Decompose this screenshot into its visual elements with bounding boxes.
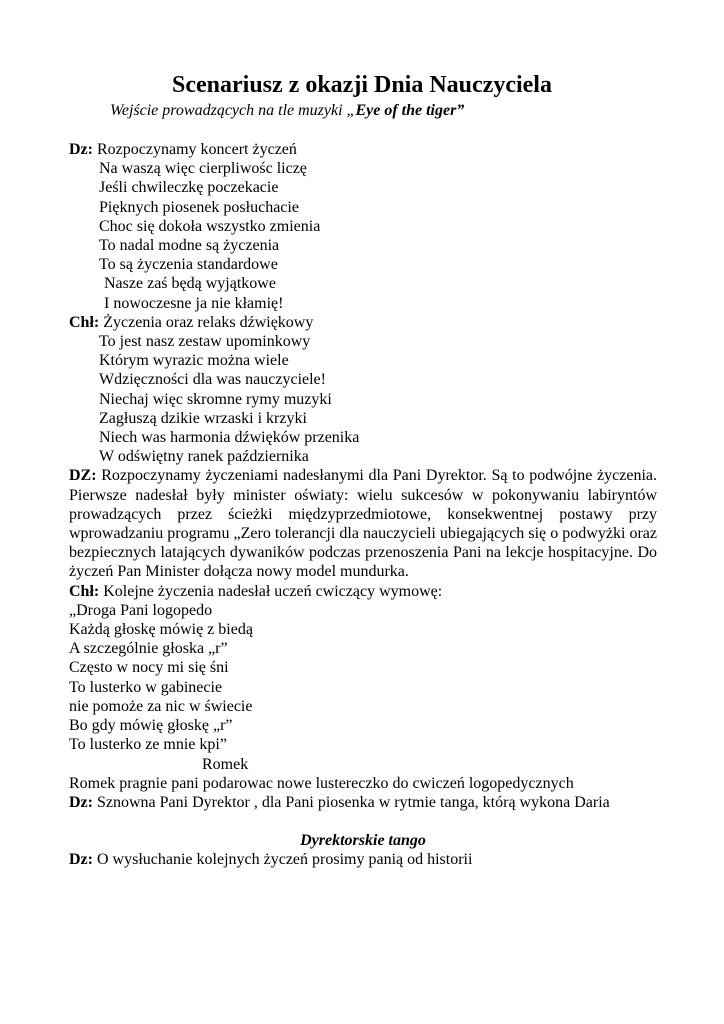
verse-line: I nowoczesne ja nie kłamię! xyxy=(104,294,284,312)
poem-followup: Romek pragnie pani podarowac nowe lustereczko do cwiczeń logopedycznych xyxy=(69,774,574,792)
poem-line: To lusterko ze mnie kpi” xyxy=(69,736,227,754)
spacer xyxy=(69,812,657,831)
block4-first-line xyxy=(69,582,657,601)
verse-line: Nasze zaś będą wyjątkowe xyxy=(104,275,276,293)
verse-line: Którym wyrazic można wiele xyxy=(99,352,289,370)
speaker-label: Dz: xyxy=(69,141,93,158)
speaker-label: Dz: xyxy=(69,851,93,869)
poem-line: Bo gdy mówię głoskę „r” xyxy=(69,717,233,735)
poem-line: Każdą głoskę mówię z biedą xyxy=(69,621,253,639)
script-body xyxy=(69,140,657,870)
paragraph-text: Rozpoczynamy życzeniami nadesłanymi dla Pani Dyrektor. Są to podwójne życzenia. Pierwsze nadesłał były minister oświaty: wielu sukcesów w pokonywaniu labiryntów prowadzących przez ścieżki międzyprzedmiotowe, konsekwentnej postawy przy wprowadzaniu programu „Zero tolerancji dla nauczycieli ubiegających się o podwyżki oraz bezpiecznych latających dywaników podczas przenoszenia Pani na lekcje hospitacyjne. Do życzeń Pan Minister dołącza nowy model mundurka. xyxy=(69,467,657,581)
speaker-label: Chł: xyxy=(69,582,100,600)
speaker-label: DZ: xyxy=(69,467,97,485)
song-title: Dyrektorskie tango xyxy=(300,832,426,850)
subtitle-prefix: Wejście prowadzących na tle muzyki „ xyxy=(110,102,356,119)
block6-line xyxy=(69,850,657,869)
verse-line: Na waszą więc cierpliwośc liczę xyxy=(99,160,307,178)
poem-line: Często w nocy mi się śni xyxy=(69,659,229,677)
speaker-label: Dz: xyxy=(69,793,93,811)
verse-line: Zagłuszą dzikie wrzaski i krzyki xyxy=(99,409,307,427)
line-text: Rozpoczynamy koncert życzeń xyxy=(92,141,297,158)
line-text: Sznowna Pani Dyrektor , dla Pani piosenka w rytmie tanga, którą wykona Daria xyxy=(92,793,610,811)
verse-line: To są życzenia standardowe xyxy=(99,256,278,274)
poem-line: „Droga Pani logopedo xyxy=(69,601,213,619)
block1-first-line xyxy=(69,140,657,159)
poem-line: nie pomoże za nic w świecie xyxy=(69,697,253,715)
block3-paragraph xyxy=(69,466,657,581)
line-text: O wysłuchanie kolejnych życzeń prosimy panią od historii xyxy=(92,851,473,869)
verse-line: Choc się dokoła wszystko zmienia xyxy=(99,217,321,235)
speaker-label: Chł: xyxy=(69,313,100,331)
line-text: Życzenia oraz relaks dźwiękowy xyxy=(99,313,314,331)
poem-signature: Romek xyxy=(202,755,249,773)
line-text: Kolejne życzenia nadesłał uczeń cwiczący wymowę: xyxy=(99,582,443,600)
verse-line: Jeśli chwileczkę poczekacie xyxy=(99,179,279,197)
block5-line xyxy=(69,793,657,812)
verse-line: To nadal modne są życzenia xyxy=(99,237,280,255)
verse-line: Niechaj więc skromne rymy muzyki xyxy=(99,390,332,408)
page-title: Scenariusz z okazji Dnia Nauczyciela xyxy=(172,72,552,98)
poem-line: To lusterko w gabinecie xyxy=(69,678,223,696)
subtitle xyxy=(110,101,464,121)
block2-first-line xyxy=(69,313,657,332)
verse-line: W odświętny ranek października xyxy=(99,448,309,466)
verse-line: Wdzięczności dla was nauczyciele! xyxy=(99,371,326,389)
verse-line: To jest nasz zestaw upominkowy xyxy=(99,333,311,351)
subtitle-song: Eye of the tiger” xyxy=(355,102,465,119)
verse-line: Pięknych piosenek posłuchacie xyxy=(99,198,299,216)
poem-line: A szczególnie głoska „r” xyxy=(69,640,228,658)
verse-line: Niech was harmonia dźwięków przenika xyxy=(99,429,360,447)
